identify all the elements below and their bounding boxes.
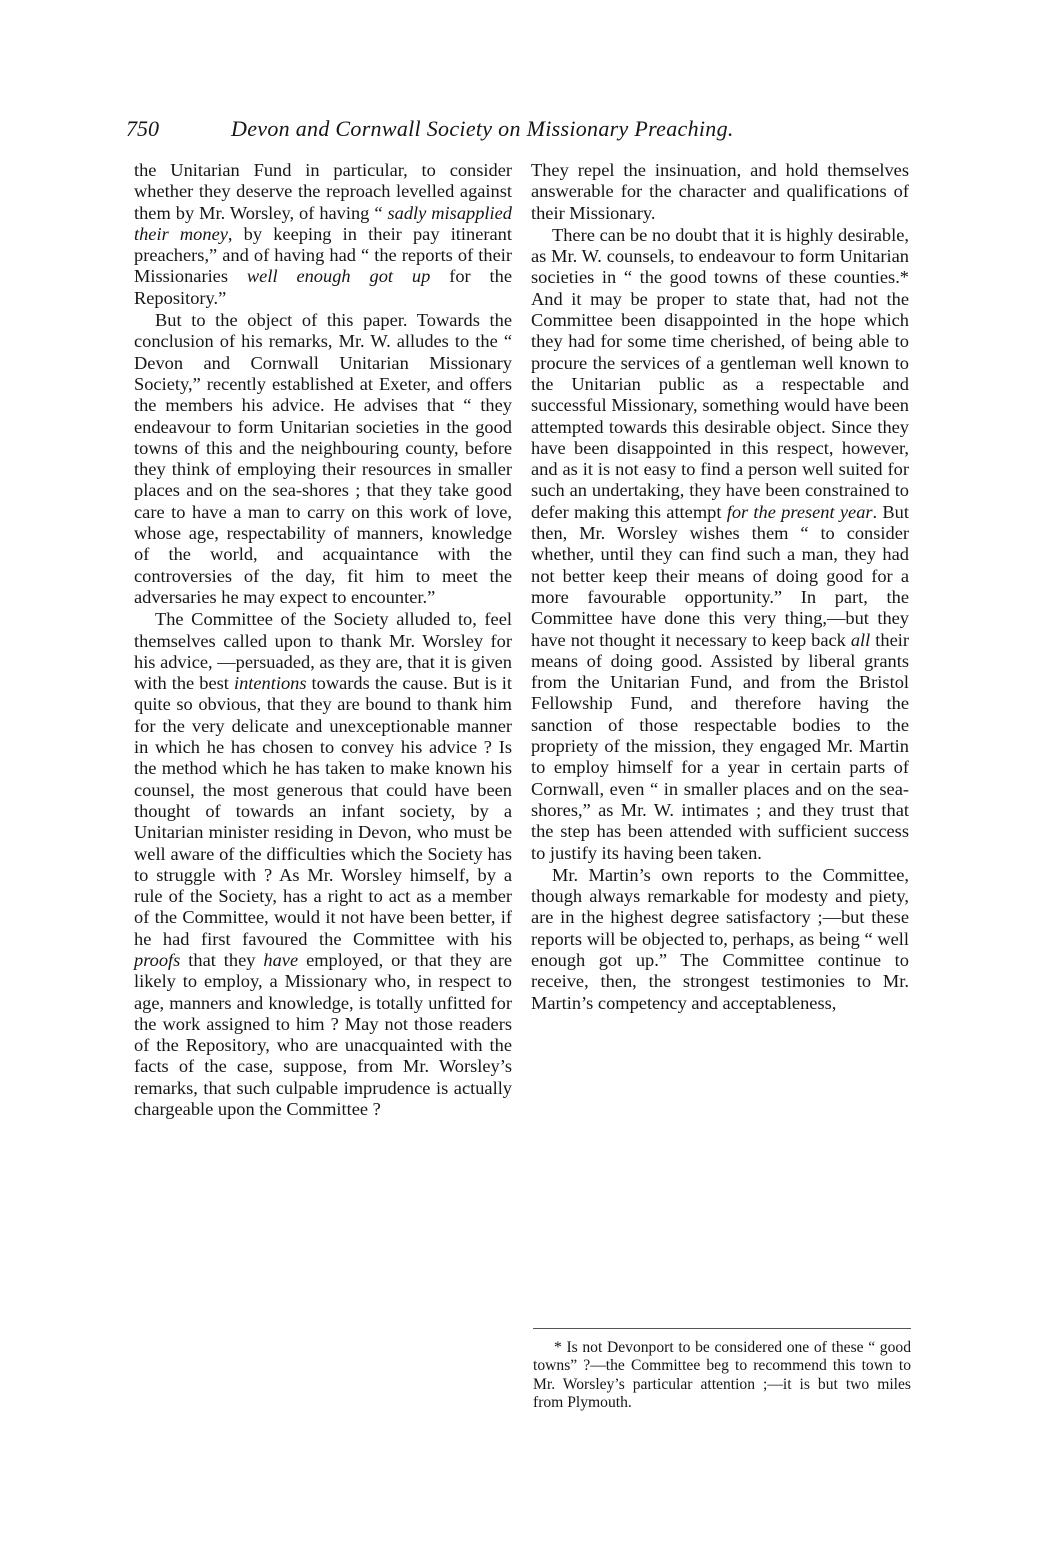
text-run: . But then, Mr. Worsley wishes them “ to consider whether, until they can find such a man, they had not better keep their means of doing good for a more favourable opportunity.” In part, the Committee have done this very thing,—but they have not thought it necessary to keep back — [531, 501, 909, 650]
right-paragraph-3: Mr. Martin’s own reports to the Committee, though always remarkable for modesty and piety, are in the highest degree satisfactory ;—but these reports will be objected to, perhaps, as being “ well enough got up.” The Committee continue to receive, then, the strongest testimonies to Mr. Martin’s competency and acceptableness, — [531, 864, 909, 1013]
text-run: The Committee of the Society alluded to, feel themselves called upon to thank Mr. Worsley for his advice, —persuaded, as they are, that it is given with the best — [134, 609, 512, 694]
page-number: 750 — [126, 116, 159, 141]
text-run: their means of doing good. Assisted by liberal grants from the Unitarian Fund, and from the Bristol Fellowship Fund, and therefore having the sanction of those respectable bodies to the propriety of the mission, they engaged Mr. Martin to employ himself for a year in certain parts of Cornwall, even “ in smaller places and on the sea-shores,” as Mr. W. intimates ; and they trust that the step has been attended with sufficient success to justify its having been taken. — [531, 629, 909, 863]
left-paragraph-3 — [134, 609, 512, 1120]
italic-run: sadly misapplied their money — [134, 202, 512, 244]
italic-run: proofs — [134, 949, 181, 970]
footnote-divider — [533, 1328, 911, 1329]
footnote-text: * Is not Devonport to be considered one of these “ good towns” ?—the Committee beg to recommend this town to Mr. Worsley’s particular attention ;—it is but two miles from Plymouth. — [533, 1339, 911, 1412]
header-title: Devon and Cornwall Society on Missionary Preaching. — [231, 116, 734, 141]
right-paragraph-1: They repel the insinuation, and hold themselves answerable for the character and qualifications of their Missionary. — [531, 160, 909, 223]
left-paragraph-2: But to the object of this paper. Towards the conclusion of his remarks, Mr. W. alludes to the “ Devon and Cornwall Unitarian Missionary Society,” recently established at Exeter, and offers the members his advice. He advises that “ they endeavour to form Unitarian societies in the good towns of this and the neighbouring county, before they think of employing their resources in smaller places and on the sea-shores ; that they take good care to have a man to carry on this work of love, whose age, respectability of manners, knowledge of the world, and acquaintance with the controversies of the day, fit him to meet the adversaries he may expect to encounter.” — [134, 310, 512, 607]
italic-run: for the present year — [726, 501, 873, 522]
text-run: that they — [180, 949, 264, 970]
text-run: employed, or that they are likely to employ, a Missionary who, in respect to age, manners and knowledge, is totally unfitted for the work assigned to him ? May not those readers of the Repository, who are unacquainted with the facts of the case, suppose, from Mr. Worsley’s remarks, that such culpable imprudence is actually chargeable upon the Committee ? — [134, 949, 512, 1120]
italic-run: have — [263, 949, 299, 970]
right-paragraph-2 — [531, 225, 909, 864]
right-column — [531, 160, 909, 1014]
text-run: the Unitarian Fund in particular, to consider whether they deserve the reproach levelled against them by Mr. Worsley, of having “ — [134, 160, 512, 223]
left-column — [134, 160, 512, 1120]
italic-run: intentions — [233, 673, 307, 694]
text-run: towards the cause. But is it quite so obvious, that they are bound to thank him for the very delicate and unexceptionable manner in which he has chosen to convey his advice ? Is the method which he has taken to make known his counsel, the most generous that could have been thought of towards an infant society, by a Unitarian minister residing in Devon, who must be well aware of the difficulties which the Society has to struggle with ? As Mr. Worsley himself, by a rule of the Society, has a right to act as a member of the Committee, would it not have been better, if he had first favoured the Committee with his — [134, 673, 512, 949]
running-head — [126, 116, 926, 156]
italic-run: well enough got up — [246, 266, 431, 287]
italic-run: all — [850, 629, 871, 650]
text-run: There can be no doubt that it is highly desirable, as Mr. W. counsels, to endeavour to form Unitarian societies in “ the good towns of these counties.* And it may be proper to state that, had not the Committee been disappointed in the hope which they had for some time cherished, of being able to procure the services of a gentleman well known to the Unitarian public as a respectable and successful Missionary, something would have been attempted towards this desirable object. Since they have been disappointed in this respect, however, and as it is not easy to find a person well suited for such an undertaking, they have been constrained to defer making this attempt — [531, 224, 909, 522]
text-run: , by keeping in their pay itinerant preachers,” and of having had “ the reports of their Missionaries — [134, 223, 512, 287]
text-run: for the Repository.” — [134, 266, 513, 308]
footnote — [533, 1339, 911, 1413]
left-paragraph-1 — [134, 160, 512, 309]
